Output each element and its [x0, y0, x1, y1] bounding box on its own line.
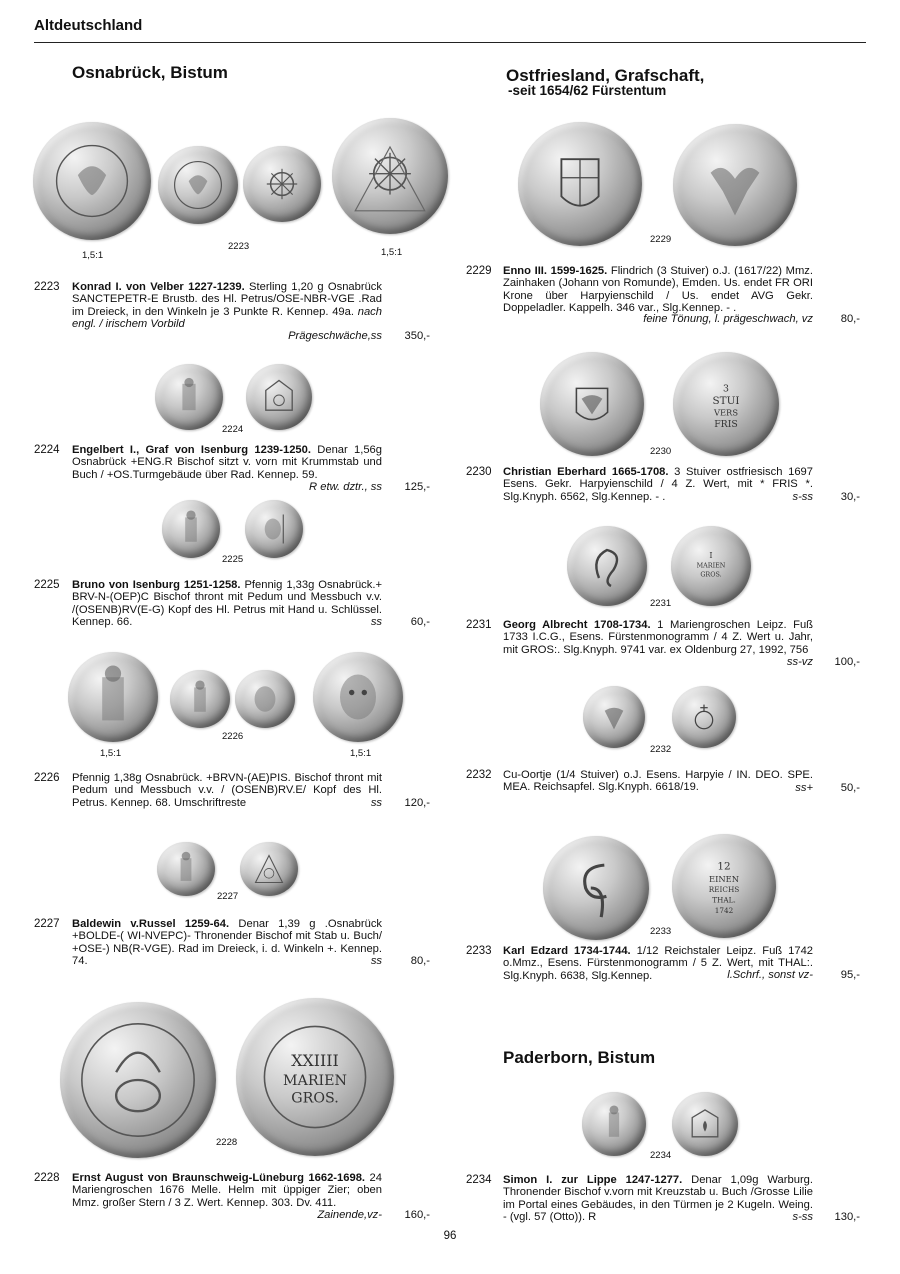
lot-text: 3 Stuiver ostfriesisch 1697 Esens. Gekr. Harpyienschild / 4 Z. Wert, mit * FRIS *. Slg.Knyph. 6562, Slg.Kennep. - . — [503, 466, 813, 503]
svg-text:1742: 1742 — [714, 906, 734, 916]
figure-number: 2223 — [228, 241, 250, 252]
coin-2225-obverse — [162, 500, 220, 558]
svg-text:GROS.: GROS. — [291, 1090, 339, 1107]
scale-label: 1,5:1 — [350, 748, 372, 759]
coin-2223-reverse — [243, 146, 321, 222]
coin-2233-reverse — [672, 834, 776, 938]
lot-number: 2230 — [466, 466, 492, 478]
coin-2227-reverse — [240, 842, 298, 896]
figure-number: 2234 — [650, 1150, 672, 1161]
svg-text:REICHS: REICHS — [708, 885, 740, 895]
scale-label: 1,5:1 — [100, 748, 122, 759]
lot-number: 2227 — [34, 918, 60, 930]
figure-number: 2228 — [216, 1137, 238, 1148]
scale-label: 1,5:1 — [381, 247, 403, 258]
lot-price: 95,- — [840, 969, 860, 981]
lot-grade: Zainende,vz- — [317, 1209, 382, 1221]
coin-2224-obverse — [155, 364, 223, 430]
section-title-paderborn: Paderborn, Bistum — [503, 1048, 656, 1067]
lot-number: 2234 — [466, 1174, 492, 1186]
lot-name: Bruno von Isenburg 1251-1258. — [72, 579, 241, 591]
coin-2228-obverse — [60, 1002, 216, 1158]
lot-grade: ss-vz — [786, 656, 813, 668]
lot-grade: s-ss — [792, 1211, 813, 1223]
lot-description — [503, 619, 813, 656]
lot-text: Sterling 1,20 g Osnabrück SANCTEPETR-E Brustb. des Hl. Petrus/OSE-NBR-VGE .Rad im Dreieck, in den Winkeln je 3 Punkte R. Kennep. 49a. — [72, 281, 382, 318]
coin-2226-obverse-large — [68, 652, 158, 742]
scale-label: 1,5:1 — [82, 250, 104, 261]
figure-number: 2232 — [650, 744, 672, 755]
svg-text:EINEN: EINEN — [709, 873, 739, 884]
lot-number: 2223 — [34, 281, 60, 293]
svg-text:STUI: STUI — [712, 395, 740, 407]
svg-text:MARIEN: MARIEN — [283, 1072, 347, 1089]
lot-grade: ss — [370, 616, 382, 628]
header-rule — [34, 42, 866, 43]
lot-number: 2228 — [34, 1172, 60, 1184]
lot-price: 60,- — [410, 616, 430, 628]
svg-text:VERS: VERS — [713, 407, 739, 418]
svg-text:12: 12 — [717, 860, 731, 873]
lot-number: 2232 — [466, 769, 492, 781]
lot-name: Konrad I. von Velber 1227-1239. — [72, 281, 245, 293]
page-number: 96 — [443, 1230, 457, 1242]
lot-text: Denar 1,39 g .Osnabrück +BOLDE-( WI-NVEPC)- Thronender Bischof mit Stab u. Buch/ +OSE-) NB(R-VGE). Rad im Dreieck, i. d. Winkeln +. Kennep. 74. — [72, 918, 383, 967]
figure-number: 2227 — [217, 891, 239, 902]
coin-2223-obverse-large — [33, 122, 151, 240]
lot-price: 80,- — [410, 955, 430, 967]
lot-text: Flindrich (3 Stuiver) o.J. (1617/22) Mmz. Zainhaken (Johann von Romunde), Emden. Us. endet FR ORI Krone über Harpyienschild / Us. endet AVG Gekr. Doppeladler. Kappelh. 346 var., Slg.Kennep. - . — [503, 265, 813, 314]
svg-text:FRIS: FRIS — [714, 418, 738, 430]
figure-number: 2225 — [222, 554, 244, 565]
coin-2231-reverse — [671, 526, 751, 606]
lot-text: 24 Mariengroschen 1676 Melle. Helm mit üppiger Zier; oben Mmz. großer Stern / 3 Z. Wert. Kennep. 303. Dv. 411. — [72, 1172, 382, 1209]
lot-price: 100,- — [834, 656, 860, 668]
coin-2228-reverse — [236, 998, 394, 1156]
coin-2225-reverse — [245, 500, 303, 558]
lot-grade: ss — [370, 955, 382, 967]
lot-grade: l.Schrf., sonst vz- — [690, 969, 813, 981]
coin-2229-obverse — [518, 122, 642, 246]
section-title-ostfriesland: Ostfriesland, Grafschaft, — [506, 66, 705, 85]
lot-number: 2231 — [466, 619, 492, 631]
lot-description: Pfennig 1,38g Osnabrück. +BRVN-(AE)PIS. Bischof thront mit Pedum und Messbuch v.v. / (OSENB)RV.E/ Kopf des Hl. Petrus. Kennep. 68. Umschriftreste — [72, 772, 382, 809]
coin-2231-obverse — [567, 526, 647, 606]
svg-text:GROS.: GROS. — [700, 570, 722, 579]
lot-name: Ernst August von Braunschweig-Lüneburg 1662-1698. — [72, 1172, 366, 1184]
lot-text: Denar 1,09g Warburg. Thronender Bischof v.vorn mit Kreuzstab u. Buch /Grosse Lilie im Portal eines Gebäudes, in den Türmen je 2 Kugeln. Weing. - (vgl. 57 (Otto)). R — [503, 1174, 813, 1223]
lot-note: nach engl. / irischem Vorbild — [72, 305, 383, 330]
lot-price: 120,- — [404, 797, 430, 809]
coin-2226-reverse-large — [313, 652, 403, 742]
lot-description — [72, 1172, 382, 1209]
page-header-title: Altdeutschland — [34, 17, 143, 34]
svg-text:MARIEN: MARIEN — [696, 561, 726, 570]
coin-2223-obverse — [158, 146, 238, 224]
figure-number: 2229 — [650, 234, 672, 245]
svg-text:3: 3 — [723, 383, 729, 395]
coin-2232-reverse — [672, 686, 736, 748]
lot-price: 30,- — [840, 491, 860, 503]
figure-number: 2233 — [650, 926, 672, 937]
lot-name: Karl Edzard 1734-1744. — [503, 945, 631, 957]
section-subtitle-ostfriesland: -seit 1654/62 Fürstentum — [508, 83, 667, 98]
coin-2232-obverse — [583, 686, 645, 748]
coin-2234-reverse — [672, 1092, 738, 1156]
lot-text: 1/12 Reichstaler Leipz. Fuß 1742 o.Mmz., Esens. Fürstenmonogramm / 5 Z. Wert, mit THAL:. Slg.Knyph. 6638, Slg.Kennep. — [503, 945, 814, 982]
figure-number: 2224 — [222, 424, 244, 435]
lot-description — [72, 444, 382, 481]
lot-text: 1 Mariengroschen Leipz. Fuß 1733 I.C.G., Esens. Fürstenmonogramm / 4 Z. Wert u. Jahr, mit GROS:. Slg.Knyph. 9741 var. ex Oldenburg 27, 1992, 756 — [503, 619, 814, 656]
coin-2233-obverse — [543, 836, 649, 940]
lot-price: 125,- — [404, 481, 430, 493]
lot-price: 50,- — [840, 782, 860, 794]
lot-text: Denar 1,56g Osnabrück +ENG.R Bischof sitzt v. vorn mit Krummstab und Buch / +OS.Turmgebäude über Rad. Kennep. 59. — [72, 444, 382, 481]
figure-number: 2231 — [650, 598, 672, 609]
coin-2230-obverse — [540, 352, 644, 456]
svg-text:XXIIII: XXIIII — [291, 1050, 339, 1070]
coin-2226-obverse — [170, 670, 230, 728]
lot-grade: Prägeschwäche,ss — [288, 330, 382, 342]
lot-grade: s-ss — [792, 491, 813, 503]
lot-name: Enno III. 1599-1625. — [503, 265, 608, 277]
lot-number: 2226 — [34, 772, 60, 784]
lot-number: 2224 — [34, 444, 60, 456]
figure-number: 2226 — [222, 731, 244, 742]
svg-text:THAL.: THAL. — [712, 895, 736, 905]
lot-grade: feine Tönung, l. prägeschwach, vz — [643, 313, 813, 325]
coin-2227-obverse — [157, 842, 215, 896]
lot-description — [503, 265, 813, 314]
lot-text: Pfennig 1,33g Osnabrück.+ BRV-N-(OEP)C Bischof thront mit Pedum und Messbuch v.v. /(OSENB)RV(E-G) Kopf des Hl. Petrus mit Hand u. Schlüssel. Kennep. 66. — [72, 579, 382, 628]
section-title-osnabrueck: Osnabrück, Bistum — [72, 63, 228, 82]
lot-price: 350,- — [404, 330, 430, 342]
lot-number: 2225 — [34, 579, 60, 591]
coin-2229-reverse — [673, 124, 797, 246]
lot-grade: ss+ — [795, 782, 813, 794]
lot-price: 80,- — [840, 313, 860, 325]
coin-2230-reverse — [673, 352, 779, 456]
lot-name: Simon I. zur Lippe 1247-1277. — [503, 1174, 683, 1186]
lot-description: Cu-Oortje (1/4 Stuiver) o.J. Esens. Harpyie / IN. DEO. SPE. MEA. Reichsapfel. Slg.Knyph. 6618/19. — [503, 769, 813, 794]
figure-number: 2230 — [650, 446, 672, 457]
coin-2226-reverse — [235, 670, 295, 728]
lot-number: 2233 — [466, 945, 492, 957]
lot-price: 160,- — [404, 1209, 430, 1221]
coin-2234-obverse — [582, 1092, 646, 1156]
lot-grade: ss — [370, 797, 382, 809]
lot-name: Georg Albrecht 1708-1734. — [503, 619, 651, 631]
lot-number: 2229 — [466, 265, 492, 277]
coin-2223-reverse-large — [332, 118, 448, 234]
lot-name: Engelbert I., Graf von Isenburg 1239-1250. — [72, 444, 311, 456]
svg-text:I: I — [709, 551, 713, 560]
lot-price: 130,- — [834, 1211, 860, 1223]
lot-name: Christian Eberhard 1665-1708. — [503, 466, 669, 478]
lot-grade: R etw. dztr., ss — [309, 481, 382, 493]
coin-2224-reverse — [246, 364, 312, 430]
lot-description — [72, 281, 382, 330]
lot-name: Baldewin v.Russel 1259-64. — [72, 918, 230, 930]
